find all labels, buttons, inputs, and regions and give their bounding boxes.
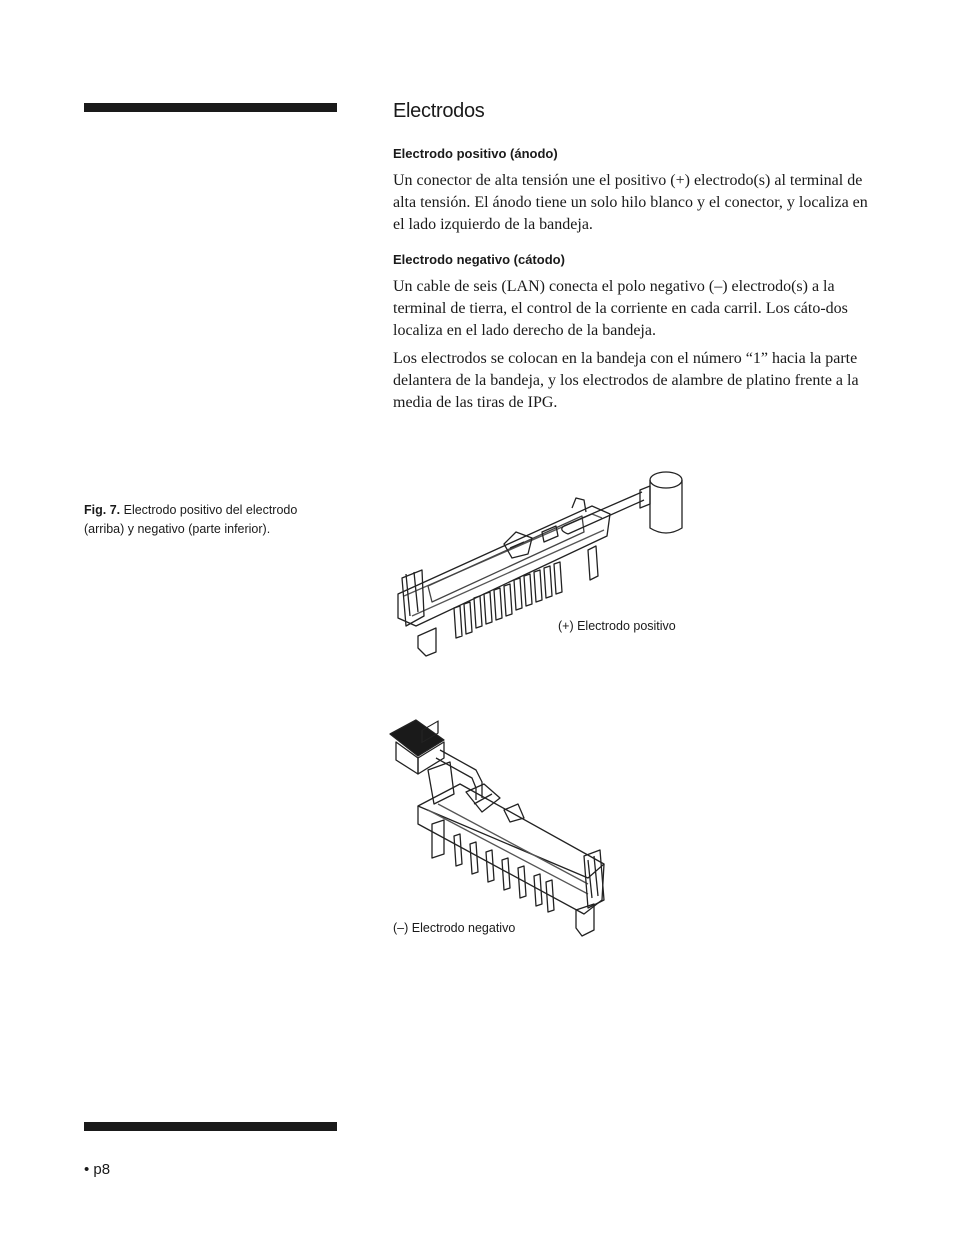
negative-electrode-illustration bbox=[388, 714, 620, 940]
anode-paragraph: Un conector de alta tensión une el positivo (+) electrodo(s) al terminal de alta tensión. El ánodo tiene un solo hilo blanco y el conector, y localiza en el lado izquierdo de la bandeja. bbox=[393, 172, 868, 233]
cathode-heading: Electrodo negativo (cátodo) bbox=[393, 252, 565, 267]
page-number: • p8 bbox=[84, 1161, 111, 1178]
section-title: Electrodos bbox=[393, 100, 485, 122]
cathode-section bbox=[393, 252, 873, 414]
anode-section bbox=[393, 146, 873, 236]
positive-electrode-label: (+) Electrodo positivo bbox=[558, 619, 676, 633]
cathode-paragraph: Un cable de seis (LAN) conecta el polo negativo (–) electrodo(s) a la terminal de tierra, el control de la corriente en cada carril. Los cáto-dos localiza en el lado derecho de la bandeja. bbox=[393, 278, 848, 339]
top-rule bbox=[84, 103, 337, 112]
figure-caption-text: Electrodo positivo del electrodo (arriba) y negativo (parte inferior). bbox=[84, 503, 298, 536]
figure-caption bbox=[84, 501, 334, 539]
placement-paragraph: Los electrodos se colocan en la bandeja con el número “1” hacia la parte delantera de la bandeja, y los electrodos de alambre de platino frente a la media de las tiras de IPG. bbox=[393, 350, 859, 411]
bottom-rule bbox=[84, 1122, 337, 1131]
negative-electrode-label: (–) Electrodo negativo bbox=[393, 921, 516, 935]
figure-number: Fig. 7. bbox=[84, 503, 121, 517]
anode-heading: Electrodo positivo (ánodo) bbox=[393, 146, 558, 161]
